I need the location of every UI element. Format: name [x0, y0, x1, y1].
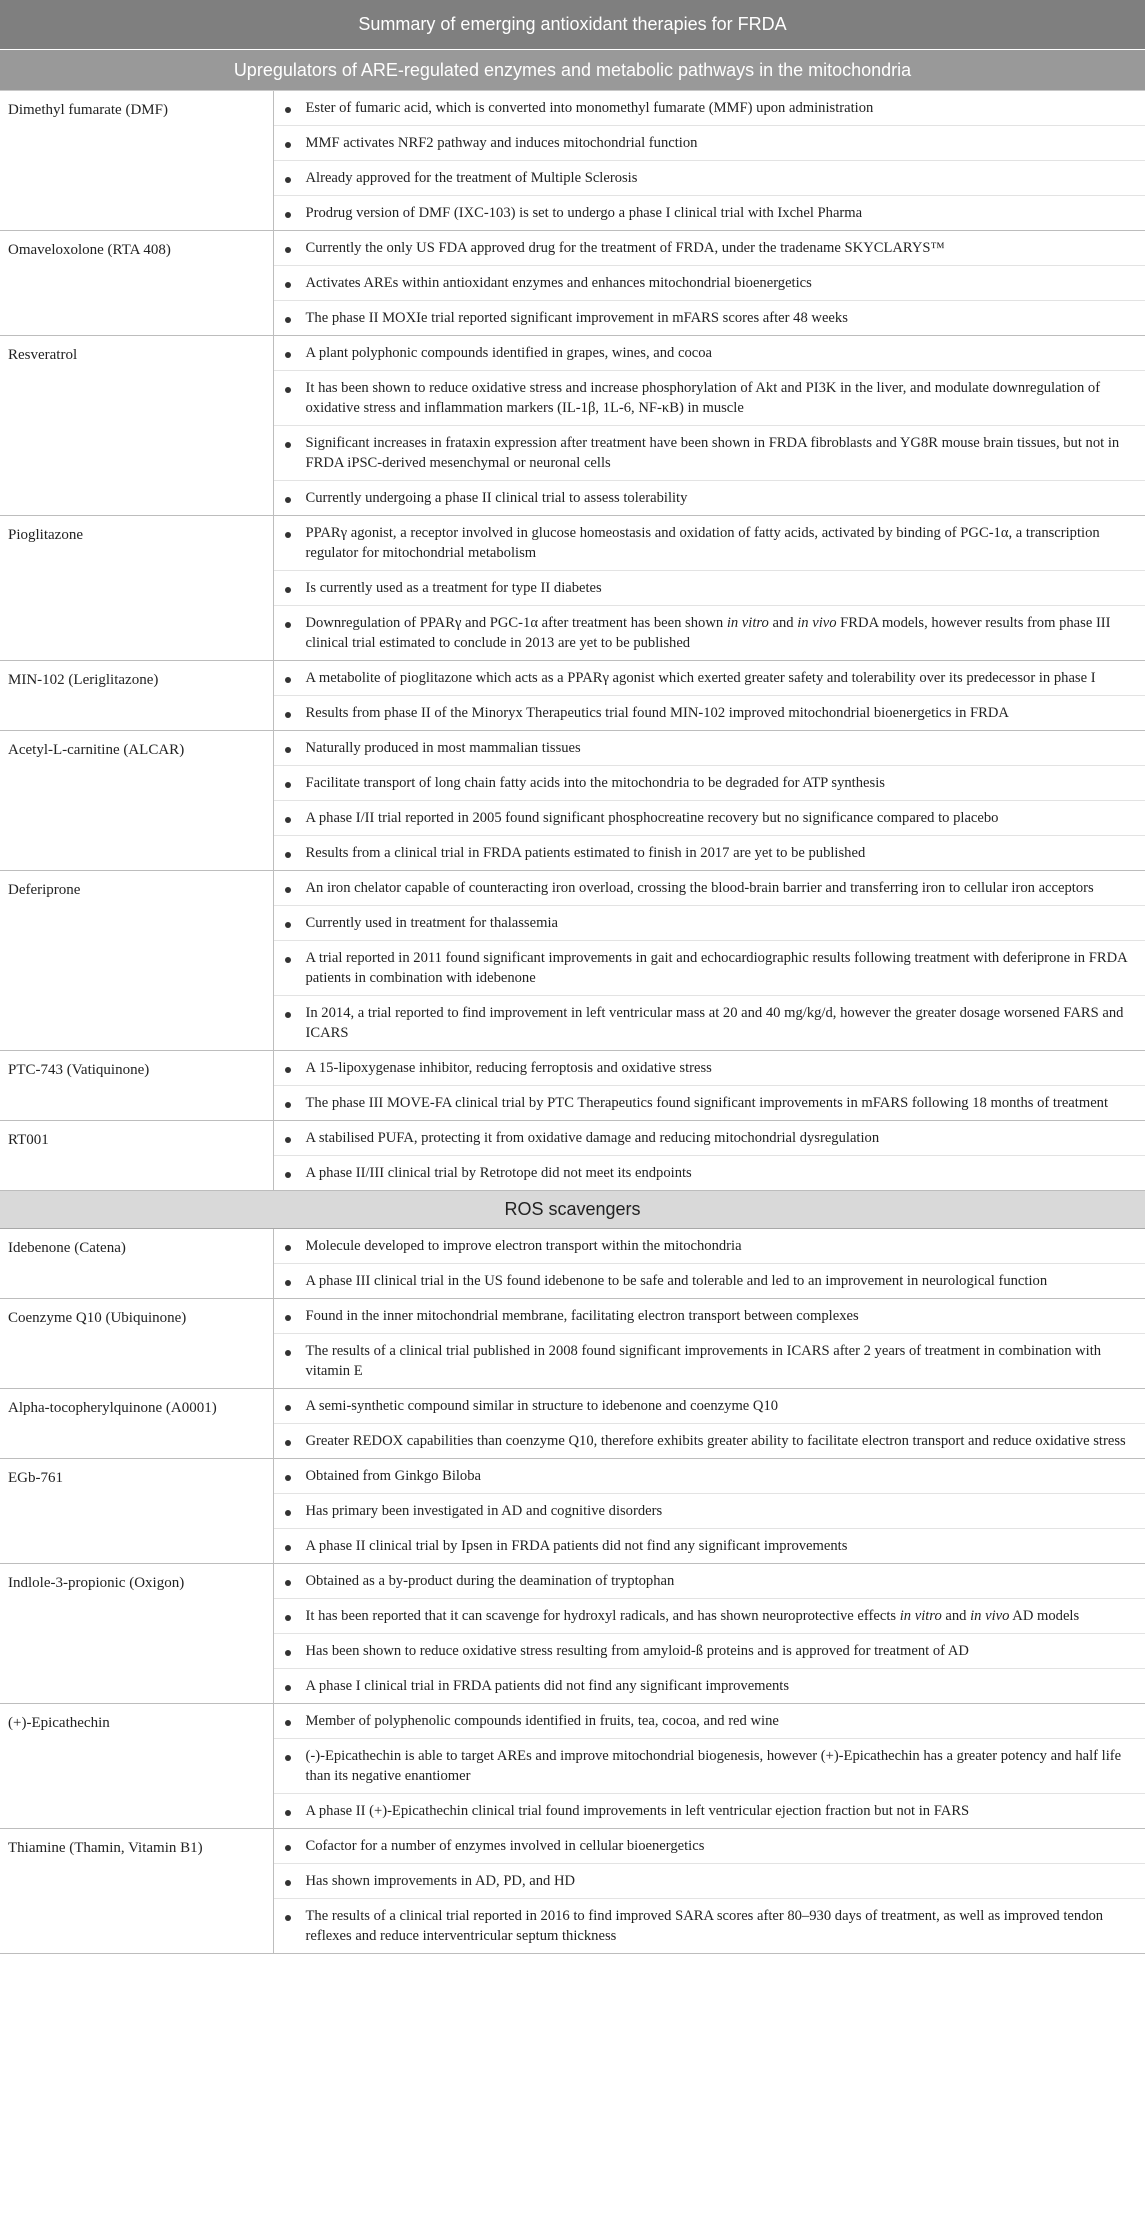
bullet-icon [285, 1245, 291, 1251]
bullet-text: A 15-lipoxygenase inhibitor, reducing ferroptosis and oxidative stress [305, 1060, 712, 1076]
bullet-point [274, 1051, 1145, 1086]
drug-name: MIN-102 (Leriglitazone) [0, 661, 273, 731]
drug-name: Acetyl-L-carnitine (ALCAR) [0, 731, 273, 871]
bullet-point [274, 1529, 1145, 1563]
drug-points [273, 91, 1145, 231]
bullet-text: MMF activates NRF2 pathway and induces mitochondrial function [305, 135, 698, 151]
table-row [0, 731, 1145, 871]
bullet-text: Currently the only US FDA approved drug for the treatment of FRDA, under the tradename SKYCLARYS™ [305, 240, 945, 256]
bullet-icon [285, 247, 291, 253]
drug-name: Idebenone (Catena) [0, 1229, 273, 1299]
bullet-point [274, 1264, 1145, 1298]
bullet-text: PPARγ agonist, a receptor involved in glucose homeostasis and oxidation of fatty acids, activated by binding of PGC-1α, a transcription regulator for mitochondrial metabolism [305, 525, 1100, 561]
drug-name: Resveratrol [0, 336, 273, 516]
bullet-point [274, 371, 1145, 426]
bullet-text: Already approved for the treatment of Multiple Sclerosis [305, 170, 638, 186]
drug-points [273, 1829, 1145, 1954]
bullet-icon [285, 1810, 291, 1816]
bullet-point [274, 1156, 1145, 1190]
bullet-point [274, 941, 1145, 996]
bullet-icon [285, 1405, 291, 1411]
section-heading-row [0, 1191, 1145, 1229]
bullet-point [274, 1424, 1145, 1458]
bullet-text: Has shown improvements in AD, PD, and HD [305, 1873, 576, 1889]
table-row [0, 1459, 1145, 1564]
table-row [0, 871, 1145, 1051]
bullet-point [274, 661, 1145, 696]
bullet-text: Obtained from Ginkgo Biloba [305, 1468, 482, 1484]
bullet-icon [285, 712, 291, 718]
bullet-text: Currently undergoing a phase II clinical trial to assess tolerability [305, 490, 688, 506]
bullet-text: Has primary been investigated in AD and cognitive disorders [305, 1503, 663, 1519]
bullet-icon [285, 1102, 291, 1108]
bullet-icon [285, 1172, 291, 1178]
bullet-point [274, 161, 1145, 196]
bullet-icon [285, 532, 291, 538]
drug-name: Omaveloxolone (RTA 408) [0, 231, 273, 336]
bullet-point [274, 766, 1145, 801]
bullet-text: Cofactor for a number of enzymes involved in cellular bioenergetics [305, 1838, 705, 1854]
bullet-point [274, 1704, 1145, 1739]
bullet-point [274, 731, 1145, 766]
bullet-text: A metabolite of pioglitazone which acts as a PPARγ agonist which exerted greater safety and tolerability over its predecessor in phase I [305, 670, 1096, 686]
drug-points [273, 1704, 1145, 1829]
bullet-text: A stabilised PUFA, protecting it from oxidative damage and reducing mitochondrial dysregulation [305, 1130, 880, 1146]
drug-name: (+)-Epicathechin [0, 1704, 273, 1829]
drug-points [273, 1564, 1145, 1704]
bullet-point [274, 1739, 1145, 1794]
bullet-text: A semi-synthetic compound similar in structure to idebenone and coenzyme Q10 [305, 1398, 779, 1414]
drug-name: Pioglitazone [0, 516, 273, 661]
bullet-point [274, 1599, 1145, 1634]
table-row [0, 516, 1145, 661]
bullet-icon [285, 1315, 291, 1321]
bullet-text: Member of polyphenolic compounds identified in fruits, tea, cocoa, and red wine [305, 1713, 779, 1729]
bullet-text: A plant polyphonic compounds identified in grapes, wines, and cocoa [305, 345, 713, 361]
bullet-point [274, 1459, 1145, 1494]
bullet-text: The phase III MOVE-FA clinical trial by PTC Therapeutics found significant improvements in mFARS following 18 months of treatment [305, 1095, 1109, 1111]
table-row [0, 1704, 1145, 1829]
bullet-icon [285, 442, 291, 448]
bullet-text: An iron chelator capable of counteracting iron overload, crossing the blood-brain barrier and transferring iron to cellular iron acceptors [305, 880, 1094, 896]
bullet-icon [285, 922, 291, 928]
bullet-icon [285, 107, 291, 113]
bullet-point [274, 126, 1145, 161]
bullet-text: Prodrug version of DMF (IXC-103) is set to undergo a phase I clinical trial with Ixchel Pharma [305, 205, 863, 221]
bullet-icon [285, 1475, 291, 1481]
drug-name: PTC-743 (Vatiquinone) [0, 1051, 273, 1121]
bullet-text: In 2014, a trial reported to find improvement in left ventricular mass at 20 and 40 mg/kg/d, however the greater dosage worsened FARS and ICARS [305, 1005, 1124, 1041]
bullet-text: Obtained as a by-product during the deamination of tryptophan [305, 1573, 675, 1589]
bullet-point [274, 1794, 1145, 1828]
bullet-point [274, 606, 1145, 660]
bullet-text: Currently used in treatment for thalassemia [305, 915, 558, 931]
drug-name: Coenzyme Q10 (Ubiquinone) [0, 1299, 273, 1389]
drug-points [273, 871, 1145, 1051]
bullet-point [274, 91, 1145, 126]
drug-points [273, 1299, 1145, 1389]
drug-points [273, 231, 1145, 336]
bullet-icon [285, 747, 291, 753]
bullet-icon [285, 782, 291, 788]
bullet-point [274, 571, 1145, 606]
bullet-point [274, 1229, 1145, 1264]
drug-name: Indlole-3-propionic (Oxigon) [0, 1564, 273, 1704]
bullet-point [274, 996, 1145, 1050]
bullet-text: The phase II MOXIe trial reported significant improvement in mFARS scores after 48 weeks [305, 310, 848, 326]
bullet-icon [285, 677, 291, 683]
bullet-point [274, 266, 1145, 301]
bullet-text: Activates AREs within antioxidant enzymes and enhances mitochondrial bioenergetics [305, 275, 812, 291]
bullet-text: A phase I/II trial reported in 2005 found significant phosphocreatine recovery but no significance compared to placebo [305, 810, 999, 826]
bullet-point [274, 871, 1145, 906]
bullet-text: A phase II clinical trial by Ipsen in FRDA patients did not find any significant improvements [305, 1538, 848, 1554]
bullet-icon [285, 142, 291, 148]
section-heading: Upregulators of ARE-regulated enzymes and metabolic pathways in the mitochondria [0, 50, 1145, 91]
bullet-icon [285, 587, 291, 593]
bullet-point [274, 196, 1145, 230]
bullet-text: It has been reported that it can scavenge for hydroxyl radicals, and has shown neuroprotective effects in vitro and in vivo AD models [305, 1608, 1080, 1624]
drug-points [273, 336, 1145, 516]
bullet-point [274, 836, 1145, 870]
bullet-point [274, 231, 1145, 266]
bullet-text: Facilitate transport of long chain fatty acids into the mitochondria to be degraded for ATP synthesis [305, 775, 885, 791]
bullet-text: Molecule developed to improve electron transport within the mitochondria [305, 1238, 742, 1254]
table-row [0, 661, 1145, 731]
bullet-point [274, 1899, 1145, 1953]
bullet-point [274, 516, 1145, 571]
bullet-text: Greater REDOX capabilities than coenzyme Q10, therefore exhibits greater ability to facilitate electron transport and reduce oxidative stress [305, 1433, 1126, 1449]
bullet-point [274, 1389, 1145, 1424]
bullet-point [274, 1564, 1145, 1599]
bullet-text: Ester of fumaric acid, which is converted into monomethyl fumarate (MMF) upon administration [305, 100, 874, 116]
bullet-icon [285, 1650, 291, 1656]
table-row [0, 91, 1145, 231]
bullet-icon [285, 352, 291, 358]
bullet-icon [285, 1067, 291, 1073]
bullet-point [274, 1829, 1145, 1864]
bullet-icon [285, 1350, 291, 1356]
bullet-point [274, 336, 1145, 371]
bullet-icon [285, 1440, 291, 1446]
bullet-text: Naturally produced in most mammalian tissues [305, 740, 581, 756]
drug-name: Dimethyl fumarate (DMF) [0, 91, 273, 231]
bullet-icon [285, 817, 291, 823]
bullet-text: Results from a clinical trial in FRDA patients estimated to finish in 2017 are yet to be published [305, 845, 866, 861]
section-heading: ROS scavengers [0, 1191, 1145, 1229]
bullet-icon [285, 1915, 291, 1921]
bullet-icon [285, 1545, 291, 1551]
drug-points [273, 1459, 1145, 1564]
bullet-point [274, 1334, 1145, 1388]
drug-points [273, 1389, 1145, 1459]
bullet-point [274, 906, 1145, 941]
bullet-icon [285, 1615, 291, 1621]
bullet-icon [285, 317, 291, 323]
table-row [0, 231, 1145, 336]
drug-name: Deferiprone [0, 871, 273, 1051]
bullet-text: (-)-Epicathechin is able to target AREs and improve mitochondrial biogenesis, however (+)-Epicathechin has a greater potency and half life than its negative enantiomer [305, 1748, 1122, 1784]
bullet-icon [285, 1580, 291, 1586]
bullet-text: A trial reported in 2011 found significant improvements in gait and echocardiographic results following treatment with deferiprone in FRDA patients in combination with idebenone [305, 950, 1127, 986]
bullet-text: A phase I clinical trial in FRDA patients did not find any significant improvements [305, 1678, 790, 1694]
bullet-icon [285, 387, 291, 393]
bullet-text: The results of a clinical trial published in 2008 found significant improvements in ICARS after 2 years of treatment in combination with vitamin E [305, 1343, 1102, 1379]
drug-points [273, 516, 1145, 661]
table-title: Summary of emerging antioxidant therapies for FRDA [0, 0, 1145, 50]
bullet-icon [285, 1685, 291, 1691]
table-row [0, 1564, 1145, 1704]
section-heading-row [0, 50, 1145, 91]
bullet-icon [285, 887, 291, 893]
bullet-text: A phase II/III clinical trial by Retrotope did not meet its endpoints [305, 1165, 692, 1181]
bullet-point [274, 1086, 1145, 1120]
drug-points [273, 731, 1145, 871]
bullet-point [274, 301, 1145, 335]
bullet-point [274, 1494, 1145, 1529]
bullet-text: The results of a clinical trial reported in 2016 to find improved SARA scores after 80–930 days of treatment, as well as improved tendon reflexes and reduce interventricular septum thickness [305, 1908, 1104, 1944]
bullet-point [274, 696, 1145, 730]
bullet-icon [285, 1720, 291, 1726]
drug-name: Alpha-tocopherylquinone (A0001) [0, 1389, 273, 1459]
drug-name: EGb-761 [0, 1459, 273, 1564]
drug-points [273, 1121, 1145, 1191]
drug-points [273, 661, 1145, 731]
bullet-icon [285, 1755, 291, 1761]
table-row [0, 1051, 1145, 1121]
bullet-text: A phase II (+)-Epicathechin clinical trial found improvements in left ventricular ejection fraction but not in FARS [305, 1803, 970, 1819]
table-row [0, 1299, 1145, 1389]
bullet-text: Is currently used as a treatment for type II diabetes [305, 580, 602, 596]
bullet-point [274, 481, 1145, 515]
bullet-point [274, 1121, 1145, 1156]
bullet-icon [285, 177, 291, 183]
bullet-point [274, 1864, 1145, 1899]
table-row [0, 1829, 1145, 1954]
bullet-icon [285, 1012, 291, 1018]
drug-name: Thiamine (Thamin, Vitamin B1) [0, 1829, 273, 1954]
bullet-icon [285, 622, 291, 628]
bullet-icon [285, 852, 291, 858]
drug-points [273, 1051, 1145, 1121]
drug-points [273, 1229, 1145, 1299]
bullet-text: It has been shown to reduce oxidative stress and increase phosphorylation of Akt and PI3K in the liver, and modulate downregulation of oxidative stress and inflammation markers (IL-1β, 1L-6, NF-κB) in muscle [305, 380, 1101, 416]
bullet-text: Found in the inner mitochondrial membrane, facilitating electron transport between complexes [305, 1308, 859, 1324]
bullet-point [274, 801, 1145, 836]
title-row [0, 0, 1145, 50]
bullet-icon [285, 1137, 291, 1143]
bullet-icon [285, 282, 291, 288]
bullet-icon [285, 1280, 291, 1286]
bullet-text: Significant increases in frataxin expression after treatment have been shown in FRDA fibroblasts and YG8R mouse brain tissues, but not in FRDA iPSC-derived mesenchymal or neuronal cells [305, 435, 1120, 471]
bullet-point [274, 1634, 1145, 1669]
table-row [0, 1121, 1145, 1191]
bullet-icon [285, 212, 291, 218]
table-row [0, 1229, 1145, 1299]
bullet-text: Results from phase II of the Minoryx Therapeutics trial found MIN-102 improved mitochondrial bioenergetics in FRDA [305, 705, 1009, 721]
bullet-icon [285, 1510, 291, 1516]
bullet-point [274, 1669, 1145, 1703]
bullet-icon [285, 1845, 291, 1851]
bullet-icon [285, 497, 291, 503]
bullet-point [274, 426, 1145, 481]
bullet-point [274, 1299, 1145, 1334]
bullet-icon [285, 957, 291, 963]
bullet-icon [285, 1880, 291, 1886]
drug-name: RT001 [0, 1121, 273, 1191]
bullet-text: Has been shown to reduce oxidative stress resulting from amyloid-ß proteins and is approved for treatment of AD [305, 1643, 969, 1659]
bullet-text: Downregulation of PPARγ and PGC-1α after treatment has been shown in vitro and in vivo FRDA models, however results from phase III clinical trial estimated to conclude in 2013 are yet to be published [305, 615, 1111, 651]
table-row [0, 1389, 1145, 1459]
table-row [0, 336, 1145, 516]
bullet-text: A phase III clinical trial in the US found idebenone to be safe and tolerable and led to an improvement in neurological function [305, 1273, 1048, 1289]
